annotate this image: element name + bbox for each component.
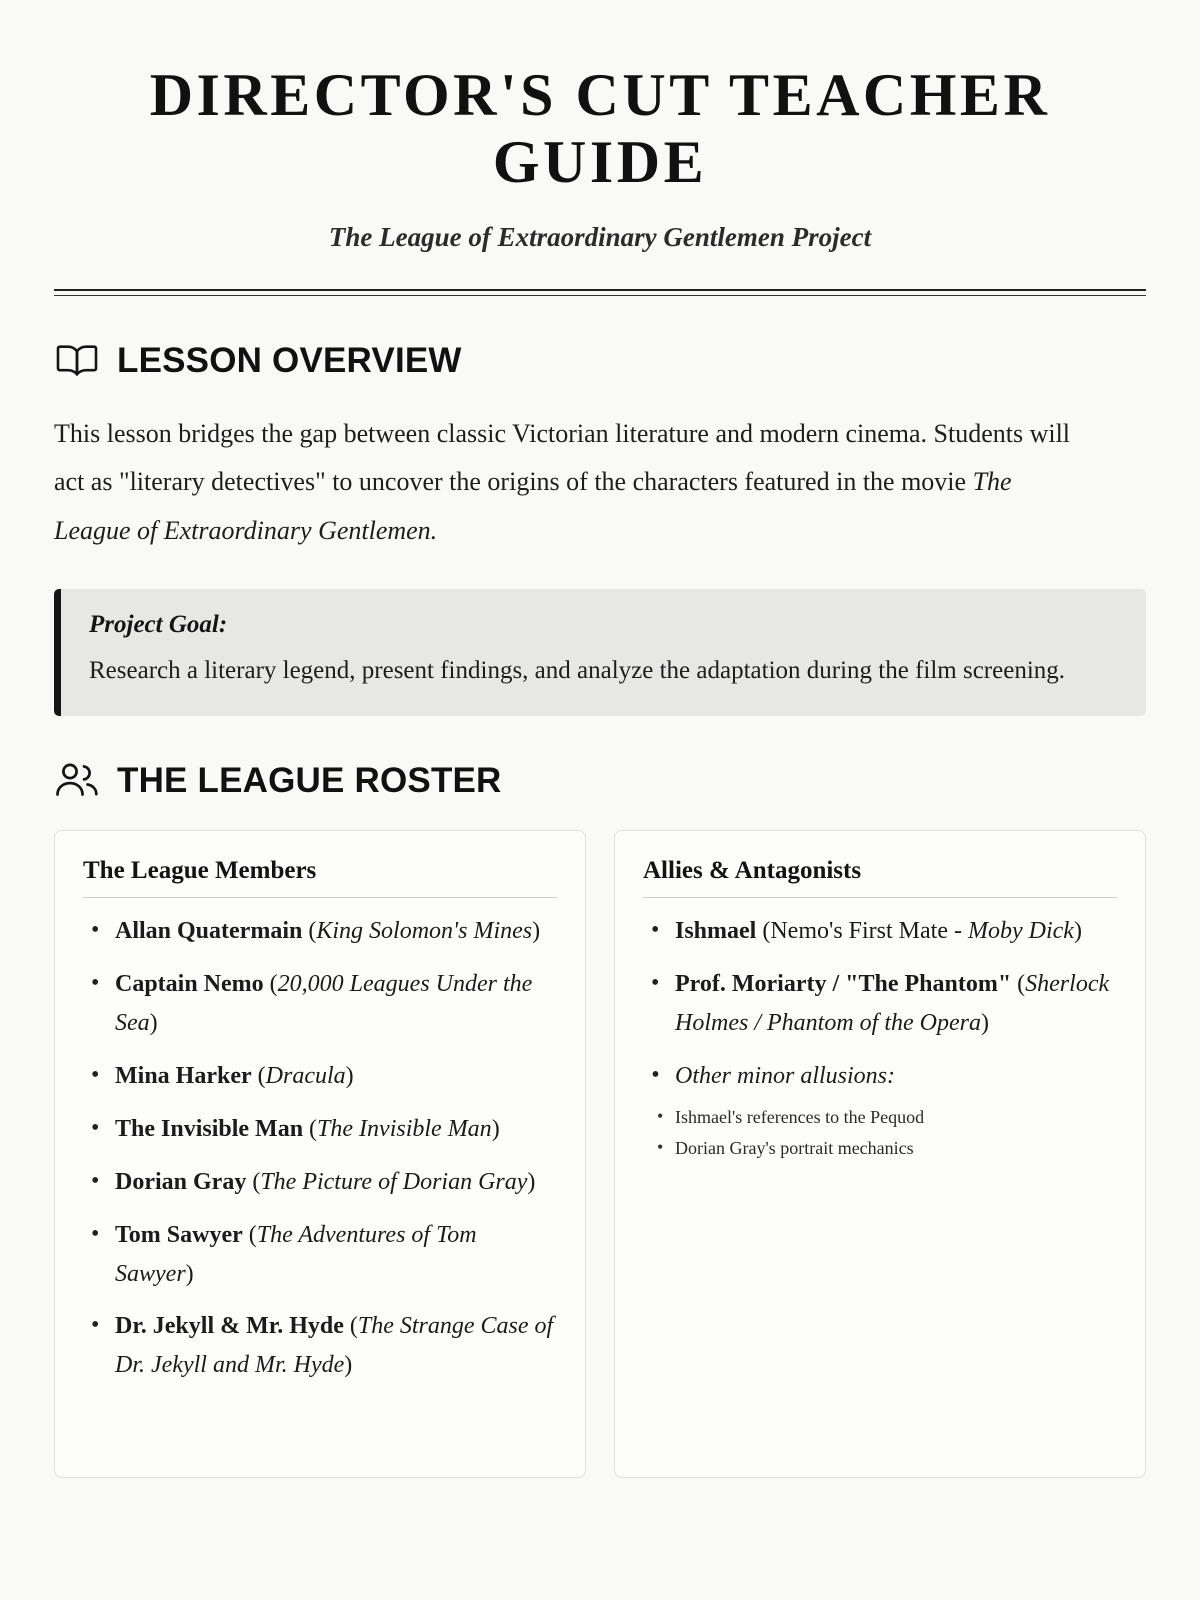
list-item: • Captain Nemo (20,000 Leagues Under the Sea)	[83, 965, 557, 1043]
allies-antagonists-list	[643, 912, 1117, 1096]
project-goal-callout	[54, 589, 1146, 717]
callout-label: Project Goal:	[89, 610, 228, 638]
member-source: Dracula	[265, 1063, 346, 1090]
card-allies-antagonists	[614, 830, 1146, 1478]
member-name: Dr. Jekyll & Mr. Hyde	[115, 1313, 344, 1340]
member-source: 20,000 Leagues Under the Sea	[115, 971, 533, 1037]
member-source: The Strange Case of Dr. Jekyll and Mr. Hyde	[115, 1313, 554, 1379]
member-source: The Picture of Dorian Gray	[260, 1168, 528, 1195]
member-name: Mina Harker	[115, 1063, 252, 1090]
list-item: • Dr. Jekyll & Mr. Hyde (The Strange Case of Dr. Jekyll and Mr. Hyde)	[83, 1307, 557, 1385]
section-header-league-roster	[54, 758, 1146, 804]
section-title-league-roster: THE LEAGUE ROSTER	[117, 761, 502, 801]
member-source: The Adventures of Tom Sawyer	[115, 1221, 477, 1287]
header-divider	[54, 289, 1146, 296]
member-source: The Invisible Man	[317, 1115, 492, 1142]
league-members-list	[83, 912, 557, 1385]
list-item: • Ishmael (Nemo's First Mate - Moby Dick)	[643, 912, 1117, 951]
member-source: Moby Dick	[967, 918, 1074, 945]
minor-allusions-label: • Other minor allusions:	[643, 1057, 1117, 1096]
overview-paragraph-text: This lesson bridges the gap between classic Victorian literature and modern cinema. Students will act as "literary detectives" to uncover the origins of the characters featured in the movie	[54, 419, 1071, 497]
list-item: • Mina Harker (Dracula)	[83, 1057, 557, 1096]
member-name: Captain Nemo	[115, 971, 264, 998]
overview-paragraph-film-title: The League of Extraordinary Gentlemen.	[54, 467, 1012, 545]
card-title: The League Members	[83, 857, 557, 898]
member-name: Tom Sawyer	[115, 1221, 243, 1248]
section-title-lesson-overview: LESSON OVERVIEW	[117, 341, 462, 381]
member-source: King Solomon's Mines	[316, 918, 533, 945]
member-name: Dorian Gray	[115, 1168, 247, 1195]
card-league-members	[54, 830, 586, 1478]
member-name: The Invisible Man	[115, 1115, 304, 1142]
card-title: Allies & Antagonists	[643, 857, 1117, 898]
minor-allusions-list	[643, 1102, 1117, 1165]
overview-paragraph	[54, 410, 1074, 554]
list-item: • Allan Quatermain (King Solomon's Mines)	[83, 912, 557, 951]
member-name: Ishmael	[675, 918, 757, 945]
list-item: • Ishmael's references to the Pequod	[643, 1102, 1117, 1134]
list-item: • Tom Sawyer (The Adventures of Tom Sawyer)	[83, 1216, 557, 1294]
list-item: • Dorian Gray's portrait mechanics	[643, 1133, 1117, 1165]
member-source: Sherlock Holmes / Phantom of the Opera	[675, 971, 1110, 1037]
member-name: Allan Quatermain	[115, 918, 303, 945]
list-item: • The Invisible Man (The Invisible Man)	[83, 1110, 557, 1149]
open-book-icon	[54, 338, 100, 384]
list-item: • Dorian Gray (The Picture of Dorian Gray)	[83, 1163, 557, 1202]
roster-cards	[54, 830, 1146, 1478]
callout-body: Research a literary legend, present findings, and analyze the adaptation during the film screening.	[89, 656, 1066, 684]
section-header-lesson-overview	[54, 338, 1146, 384]
list-item: • Prof. Moriarty / "The Phantom" (Sherlock Holmes / Phantom of the Opera)	[643, 965, 1117, 1043]
member-name: Prof. Moriarty / "The Phantom"	[675, 971, 1012, 998]
people-group-icon	[54, 758, 100, 804]
page-title: DIRECTOR'S CUT TEACHER GUIDE	[149, 62, 1051, 196]
page-subtitle: The League of Extraordinary Gentlemen Project	[328, 222, 872, 253]
member-role: Nemo's First Mate -	[770, 918, 968, 945]
